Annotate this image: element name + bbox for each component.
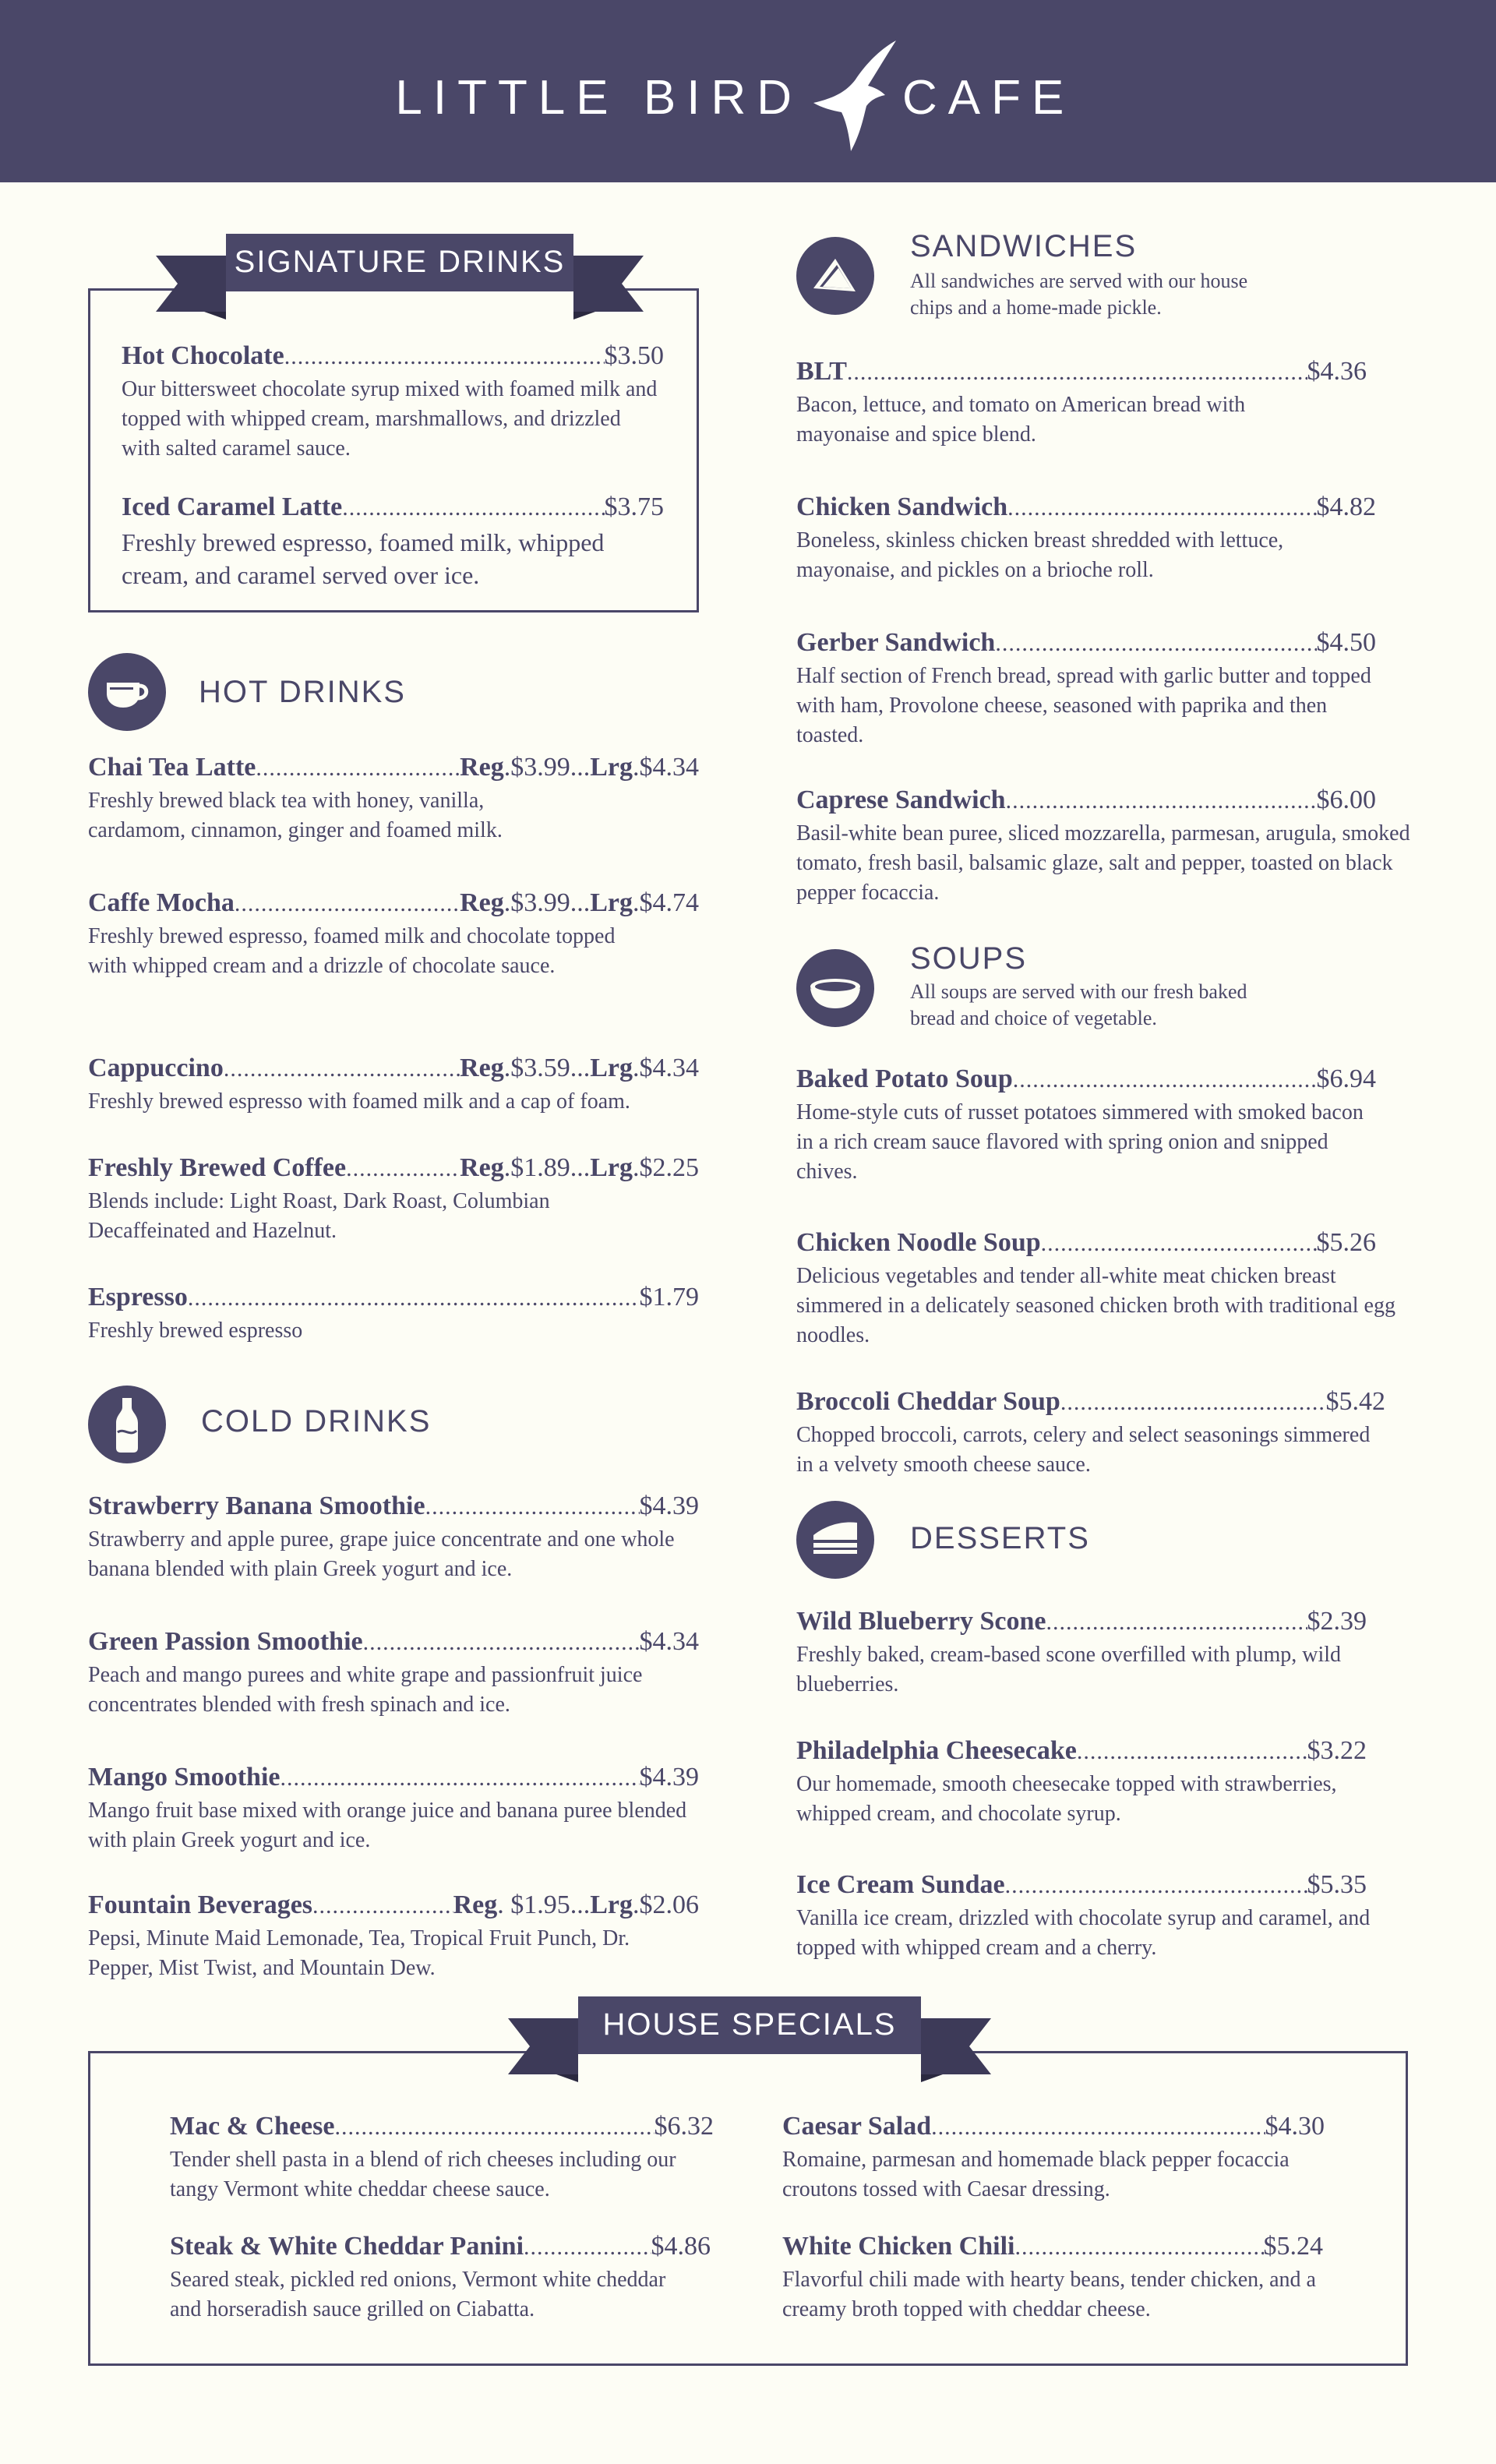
item-name: Iced Caramel Latte <box>122 492 343 521</box>
item-name: Baked Potato Soup <box>796 1064 1013 1093</box>
item-name: Caprese Sandwich <box>796 785 1006 814</box>
house-specials-title: HOUSE SPECIALS <box>602 2007 897 2042</box>
soda-bottle-icon <box>88 1386 166 1463</box>
item-name: Freshly Brewed Coffee <box>88 1153 347 1182</box>
item-name: Green Passion Smoothie <box>88 1627 363 1656</box>
item-price: $3.50 <box>604 341 664 370</box>
reg-price: .$3.59... <box>503 1054 591 1082</box>
menu-item-caffe-mocha <box>88 887 699 981</box>
item-description: Freshly brewed black tea with honey, vanilla, cardamom, cinnamon, ginger and foamed milk. <box>88 789 503 842</box>
item-description: Romaine, parmesan and homemade black pepper focaccia croutons tossed with Caesar dressing. <box>782 2148 1290 2201</box>
reg-price: .$1.89... <box>503 1153 591 1182</box>
reg-price: .$3.99... <box>503 753 591 782</box>
menu-item-freshly-brewed-coffee <box>88 1152 699 1246</box>
item-price: $3.22 <box>1307 1736 1367 1765</box>
item-name: Caffe Mocha <box>88 888 235 917</box>
item-name: Cappuccino <box>88 1054 224 1082</box>
item-description: Bacon, lettuce, and tomato on American bread with mayonaise and spice blend. <box>796 393 1246 447</box>
reg-price: .$3.99... <box>503 888 591 917</box>
menu-item-fountain-beverages <box>88 1889 699 1983</box>
menu-item-philadelphia-cheesecake <box>796 1735 1367 1829</box>
item-description: Freshly brewed espresso <box>88 1318 303 1343</box>
brand-name-left: LITTLE BIRD <box>395 71 803 125</box>
item-description: Freshly baked, cream-based scone overfilled with plump, wild blueberries. <box>796 1643 1342 1696</box>
item-price: $4.39 <box>639 1763 699 1792</box>
brand-name-right: CAFE <box>902 71 1075 125</box>
item-price: $4.82 <box>1316 492 1376 521</box>
item-name: Espresso <box>88 1283 188 1311</box>
item-name: Caesar Salad <box>782 2112 932 2141</box>
menu-item-blt <box>796 355 1367 450</box>
item-description: Home-style cuts of russet potatoes simmered with smoked bacon in a rich cream sauce flavored with spring onion and snipped chives. <box>796 1100 1364 1184</box>
lrg-price: .$4.34 <box>633 753 699 782</box>
item-description: Peach and mango purees and white grape and passionfruit juice concentrates blended with fresh spinach and ice. <box>88 1663 643 1717</box>
item-description: Mango fruit base mixed with orange juice and banana puree blended with plain Greek yogurt and ice. <box>88 1799 687 1852</box>
item-price: $6.32 <box>654 2112 714 2141</box>
signature-drinks-banner <box>156 234 644 319</box>
item-name: Mango Smoothie <box>88 1763 280 1792</box>
lrg-price: .$2.06 <box>633 1890 699 1919</box>
item-name: Hot Chocolate <box>122 341 284 370</box>
reg-label: Reg <box>460 1153 504 1182</box>
item-name: Broccoli Cheddar Soup <box>796 1387 1060 1416</box>
menu-item-broccoli-cheddar-soup <box>796 1386 1385 1480</box>
menu-item-mango-smoothie <box>88 1761 699 1855</box>
menu-item-baked-potato-soup <box>796 1063 1376 1187</box>
item-description: Freshly brewed espresso, foamed milk, whipped cream, and caramel served over ice. <box>122 528 605 589</box>
item-description: Flavorful chili made with hearty beans, tender chicken, and a creamy broth topped with cheddar cheese. <box>782 2268 1316 2321</box>
desserts-title: DESSERTS <box>910 1521 1090 1555</box>
soup-bowl-icon <box>796 949 874 1027</box>
item-description: Vanilla ice cream, drizzled with chocolate syrup and caramel, and topped with whipped cream and a cherry. <box>796 1906 1371 1960</box>
menu-item-ice-cream-sundae <box>796 1869 1371 1963</box>
lrg-label: Lrg <box>590 1054 633 1082</box>
cake-slice-icon <box>796 1501 874 1579</box>
coffee-cup-icon <box>88 653 166 731</box>
reg-label: Reg <box>460 888 504 917</box>
hot-drinks-title: HOT DRINKS <box>199 675 406 709</box>
item-description: Blends include: Light Roast, Dark Roast, Columbian Decaffeinated and Hazelnut. <box>88 1189 550 1243</box>
item-price: $4.50 <box>1316 628 1376 657</box>
item-name: Ice Cream Sundae <box>796 1870 1005 1899</box>
menu-item-caprese-sandwich <box>796 784 1410 908</box>
lrg-label: Lrg <box>590 1153 633 1182</box>
item-description: Basil-white bean puree, sliced mozzarella, parmesan, arugula, smoked tomato, fresh basil, balsamic glaze, salt and pepper, toasted on black pepper focaccia. <box>796 821 1410 905</box>
menu-item-white-chicken-chili <box>782 2230 1323 2325</box>
item-price: $3.75 <box>604 492 664 521</box>
item-price: $5.26 <box>1316 1228 1376 1257</box>
soups-subtitle: All soups are served with our fresh baked bread and choice of vegetable. <box>910 980 1247 1029</box>
lrg-price: .$4.74 <box>633 888 699 917</box>
lrg-label: Lrg <box>590 888 633 917</box>
item-price: $6.94 <box>1316 1064 1376 1093</box>
item-description: Freshly brewed espresso with foamed milk and a cap of foam. <box>88 1089 630 1114</box>
menu-item-caesar-salad <box>782 2110 1325 2205</box>
item-name: Wild Blueberry Scone <box>796 1607 1046 1636</box>
item-price: $4.39 <box>639 1491 699 1520</box>
item-price: $1.79 <box>639 1283 699 1311</box>
item-description: Freshly brewed espresso, foamed milk and chocolate topped with whipped cream and a drizzle of chocolate sauce. <box>88 924 616 978</box>
item-price: $5.42 <box>1325 1387 1385 1416</box>
menu-item-iced-caramel-latte <box>122 491 664 591</box>
bird-logo-icon <box>810 37 898 154</box>
house-specials-banner <box>508 1996 991 2082</box>
signature-drinks-title: SIGNATURE DRINKS <box>234 245 566 279</box>
item-name: Gerber Sandwich <box>796 628 996 657</box>
menu-item-chicken-sandwich <box>796 491 1376 585</box>
item-description: Boneless, skinless chicken breast shredded with lettuce, mayonaise, and pickles on a brioche roll. <box>796 528 1284 582</box>
item-name: Philadelphia Cheesecake <box>796 1736 1077 1765</box>
item-price: $4.34 <box>639 1627 699 1656</box>
menu-item-chicken-noodle-soup <box>796 1227 1395 1350</box>
lrg-label: Lrg <box>590 753 633 782</box>
item-price: $6.00 <box>1316 785 1376 814</box>
menu-item-mac-and-cheese <box>170 2110 714 2205</box>
item-price: $5.35 <box>1307 1870 1367 1899</box>
menu-item-chai-tea-latte <box>88 751 699 845</box>
item-description: Chopped broccoli, carrots, celery and select seasonings simmered in a velvety smooth cheese sauce. <box>796 1423 1371 1477</box>
item-price: $4.30 <box>1265 2112 1325 2141</box>
item-description: Our homemade, smooth cheesecake topped with strawberries, whipped cream, and chocolate syrup. <box>796 1772 1337 1826</box>
lrg-price: .$2.25 <box>633 1153 699 1182</box>
item-name: BLT <box>796 357 847 386</box>
item-description: Delicious vegetables and tender all-white meat chicken breast simmered in a delicately seasoned chicken broth with traditional egg noodles. <box>796 1264 1395 1347</box>
menu-item-strawberry-banana-smoothie <box>88 1490 699 1584</box>
reg-label: Reg <box>460 1054 504 1082</box>
menu-item-steak-panini <box>170 2230 711 2325</box>
item-price: $2.39 <box>1307 1607 1367 1636</box>
reg-label: Reg <box>453 1890 498 1919</box>
item-name: Chicken Sandwich <box>796 492 1008 521</box>
menu-item-cappuccino <box>88 1052 699 1117</box>
item-description: Our bittersweet chocolate syrup mixed with foamed milk and topped with whipped cream, marshmallows, and drizzled with salted caramel sauce. <box>122 377 658 461</box>
item-name: Strawberry Banana Smoothie <box>88 1491 425 1520</box>
header-bar <box>0 0 1496 182</box>
sandwiches-title: SANDWICHES <box>910 229 1138 263</box>
sandwiches-subtitle: All sandwiches are served with our house chips and a home-made pickle. <box>910 270 1248 319</box>
item-name: Chai Tea Latte <box>88 753 256 782</box>
item-name: Mac & Cheese <box>170 2112 335 2141</box>
item-name: White Chicken Chili <box>782 2232 1015 2261</box>
item-description: Seared steak, pickled red onions, Vermont white cheddar and horseradish sauce grilled on Ciabatta. <box>170 2268 666 2321</box>
reg-label: Reg <box>460 753 504 782</box>
item-description: Tender shell pasta in a blend of rich cheeses including our tangy Vermont white cheddar cheese sauce. <box>170 2148 676 2201</box>
item-description: Strawberry and apple puree, grape juice concentrate and one whole banana blended with plain Greek yogurt and ice. <box>88 1527 675 1581</box>
menu-item-gerber-sandwich <box>796 627 1376 750</box>
cold-drinks-title: COLD DRINKS <box>201 1404 432 1439</box>
item-price: $4.86 <box>651 2232 711 2261</box>
item-description: Pepsi, Minute Maid Lemonade, Tea, Tropical Fruit Punch, Dr. Pepper, Mist Twist, and Mountain Dew. <box>88 1926 630 1980</box>
lrg-price: .$4.34 <box>633 1054 699 1082</box>
item-name: Steak & White Cheddar Panini <box>170 2232 524 2261</box>
item-description: Half section of French bread, spread with garlic butter and topped with ham, Provolone cheese, seasoned with paprika and then toasted. <box>796 664 1371 747</box>
soups-title: SOUPS <box>910 941 1028 976</box>
menu-item-espresso <box>88 1281 699 1346</box>
reg-price: . $1.95... <box>497 1890 591 1919</box>
menu-item-wild-blueberry-scone <box>796 1605 1367 1700</box>
item-price: $5.24 <box>1263 2232 1323 2261</box>
item-price: $4.36 <box>1307 357 1367 386</box>
item-name: Fountain Beverages <box>88 1890 313 1919</box>
menu-item-green-passion-smoothie <box>88 1626 699 1720</box>
menu-item-hot-chocolate <box>122 340 664 464</box>
lrg-label: Lrg <box>590 1890 633 1919</box>
item-name: Chicken Noodle Soup <box>796 1228 1041 1257</box>
sandwich-icon <box>796 237 874 315</box>
